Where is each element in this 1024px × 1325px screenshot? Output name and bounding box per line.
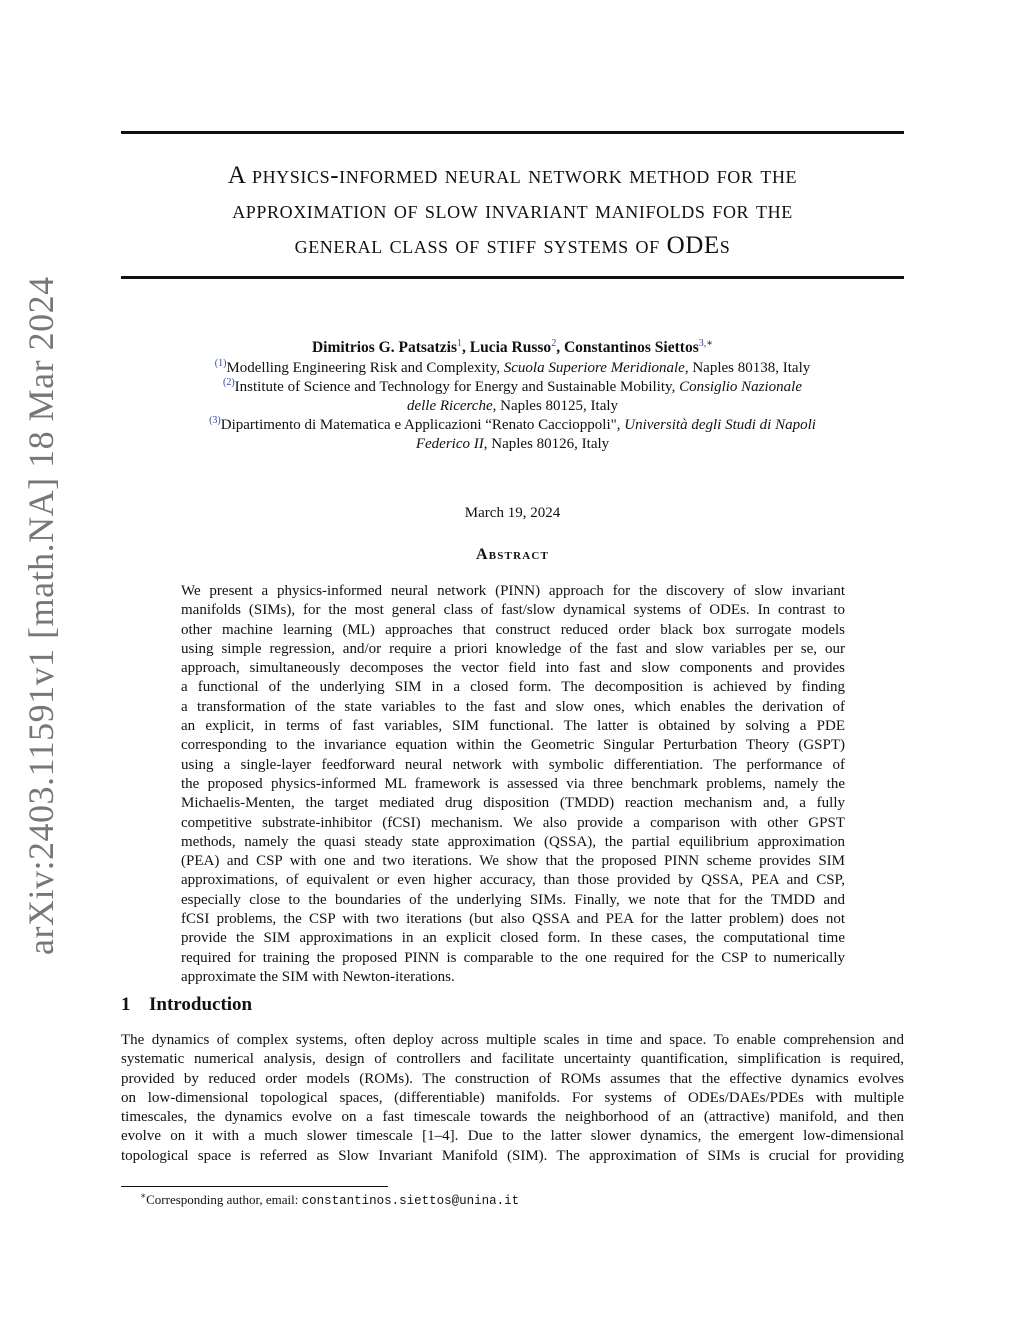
intro-line: The dynamics of complex systems, often deploy across multiple scales in time and space. To enable comprehension and xyxy=(121,1032,904,1048)
footnote xyxy=(140,1192,519,1208)
author-1: Dimitrios G. Patsatzis xyxy=(311,339,458,356)
abstract-line: other machine learning (ML) approaches that construct reduced order black box surrogate models xyxy=(181,621,845,638)
intro-line: timescales, the dynamics evolve on a fast timescale towards the neighborhood of an (attractive) manifold, and then xyxy=(121,1109,904,1126)
section-title: Introduction xyxy=(149,994,253,1015)
author-2: , Lucia Russo xyxy=(462,339,552,356)
affiliation-3: $^{(3)}$Dipartimento di Matematica e Applicazioni “Renato Caccioppoli", Università degli Studi di Napoli xyxy=(209,415,816,433)
abstract-line: methods, namely the quasi steady state approximation (QSSA), the partial equilibrium approximation xyxy=(181,833,845,850)
author-3-sup[interactable]: 3, xyxy=(698,337,707,349)
abstract-line: approximations, of equivalent or even higher accuracy, than those provided by QSSA, PEA and CSP, xyxy=(181,872,845,889)
abstract-line: especially close to the boundaries of the underlying SIMs. Finally, we note that for the TMDD and xyxy=(181,891,845,908)
abstract-line: We present a physics-informed neural network (PINN) approach for the discovery of slow invariant xyxy=(181,583,845,599)
footnote-rule xyxy=(121,1186,388,1187)
abstract-line: using simple regression, and/or require a priori knowledge of the fast and slow variables per se, our xyxy=(181,640,845,657)
abstract-line: approximate the SIM with Newton-iterations. xyxy=(181,968,455,985)
title-bottom-rule xyxy=(121,276,904,279)
abstract-line: competitive substrate-inhibitor (fCSI) mechanism. We also provide a comparison with other GPST xyxy=(181,814,845,831)
abstract-line: an explicit, in terms of fast variables, SIM functional. The latter is obtained by solving a PDE xyxy=(181,718,845,735)
intro-line: on low-dimensional topological spaces, (differentiable) manifolds. For systems of ODEs/DAEs/PDEs with multiple xyxy=(121,1089,904,1106)
arxiv-side-stamp: arXiv:2403.11591v1 [math.NA] 18 Mar 2024 xyxy=(21,276,61,955)
footnote-email-link[interactable]: constantinos.siettos@unina.it xyxy=(301,1194,520,1208)
intro-line: systematic numerical analysis, design of controllers and facilitate uncertainty quantification, simplification is required, xyxy=(121,1051,904,1068)
abstract-line: Michaelis-Menten, the target mediated drug disposition (TMDD) reaction mechanism and, a fully xyxy=(181,795,845,812)
section-heading-introduction xyxy=(121,994,252,1016)
abstract-heading: Abstract xyxy=(475,546,550,563)
affiliation-3-cont: Federico II, Naples 80126, Italy xyxy=(415,436,610,452)
paper-title xyxy=(121,158,904,263)
intro-line: topological space is referred as Slow Invariant Manifold (SIM). The approximation of SIMs is crucial for providing xyxy=(121,1147,904,1164)
abstract-line: the proposed physics-informed ML framework is assessed via three benchmark problems, namely the xyxy=(181,775,845,792)
author-3: , Constantinos Siettos xyxy=(556,339,699,356)
affiliation-2-cont: delle Ricerche, Naples 80125, Italy xyxy=(406,398,619,414)
abstract-line: fCSI problems, the CSP with two iterations (but also QSSA and PEA for the latter problem) does not xyxy=(181,911,845,928)
intro-line: provided by reduced order models (ROMs). The construction of ROMs assumes that the effective dynamics evolves xyxy=(121,1070,904,1087)
footnote-mark: ∗ xyxy=(140,1190,147,1201)
abstract-line: corresponding to the invariance equation within the Geometric Singular Perturbation Theory (GSPT) xyxy=(181,737,845,754)
paper-date: March 19, 2024 xyxy=(464,505,561,521)
abstract-line: (PEA) and CSP with one and two iterations. We show that the proposed PINN scheme provides SIM xyxy=(181,853,845,870)
affiliation-1: $^{(1)}$Modelling Engineering Risk and Complexity, Scuola Superiore Meridionale, Naples 80138, Italy xyxy=(214,358,811,376)
abstract-line: approach, simultaneously decomposes the vector field into fast and slow components and provides xyxy=(181,660,845,677)
title-top-rule xyxy=(121,131,904,134)
author-names xyxy=(121,338,904,357)
abstract-line: required for training the proposed PINN is comparable to the one required for the CSP to numerically xyxy=(181,949,845,966)
title-line-3: general class of stiff systems of ODEs xyxy=(294,232,731,259)
abstract-line: a transformation of the state variables to the fast and slow ones, which enables the derivation of xyxy=(181,698,845,715)
abstract-line: manifolds (SIMs), for the most general class of fast/slow dynamical systems of ODEs. In contrast to xyxy=(181,602,845,619)
footnote-text: Corresponding author, email: xyxy=(146,1192,302,1207)
title-line-1: A physics-informed neural network method for the xyxy=(227,162,798,189)
title-line-2: approximation of slow invariant manifolds for the xyxy=(232,197,793,224)
abstract-line: using a single-layer feedforward neural network with symbolic differentiation. The performance of xyxy=(181,756,845,773)
abstract-body xyxy=(181,582,845,987)
introduction-body xyxy=(121,1031,904,1166)
affiliation-2: $^{(2)}$Institute of Science and Technology for Energy and Sustainable Mobility, Consiglio Nazionale xyxy=(222,377,803,395)
abstract-line: a functional of the underlying SIM in a closed form. The decomposition is achieved by finding xyxy=(181,679,845,696)
corresponding-star[interactable]: ∗ xyxy=(706,337,714,349)
section-number: 1 xyxy=(121,994,131,1015)
intro-line: evolve on it with a much slower timescale [1–4]. Due to the latter slower dynamics, the emergent low-dimensional xyxy=(121,1128,904,1145)
author-2-sup[interactable]: 2 xyxy=(551,337,557,349)
abstract-line: provide the SIM approximations in an explicit closed form. In these cases, the computational time xyxy=(181,930,845,947)
author-block xyxy=(121,338,904,454)
author-1-sup[interactable]: 1 xyxy=(457,337,463,349)
